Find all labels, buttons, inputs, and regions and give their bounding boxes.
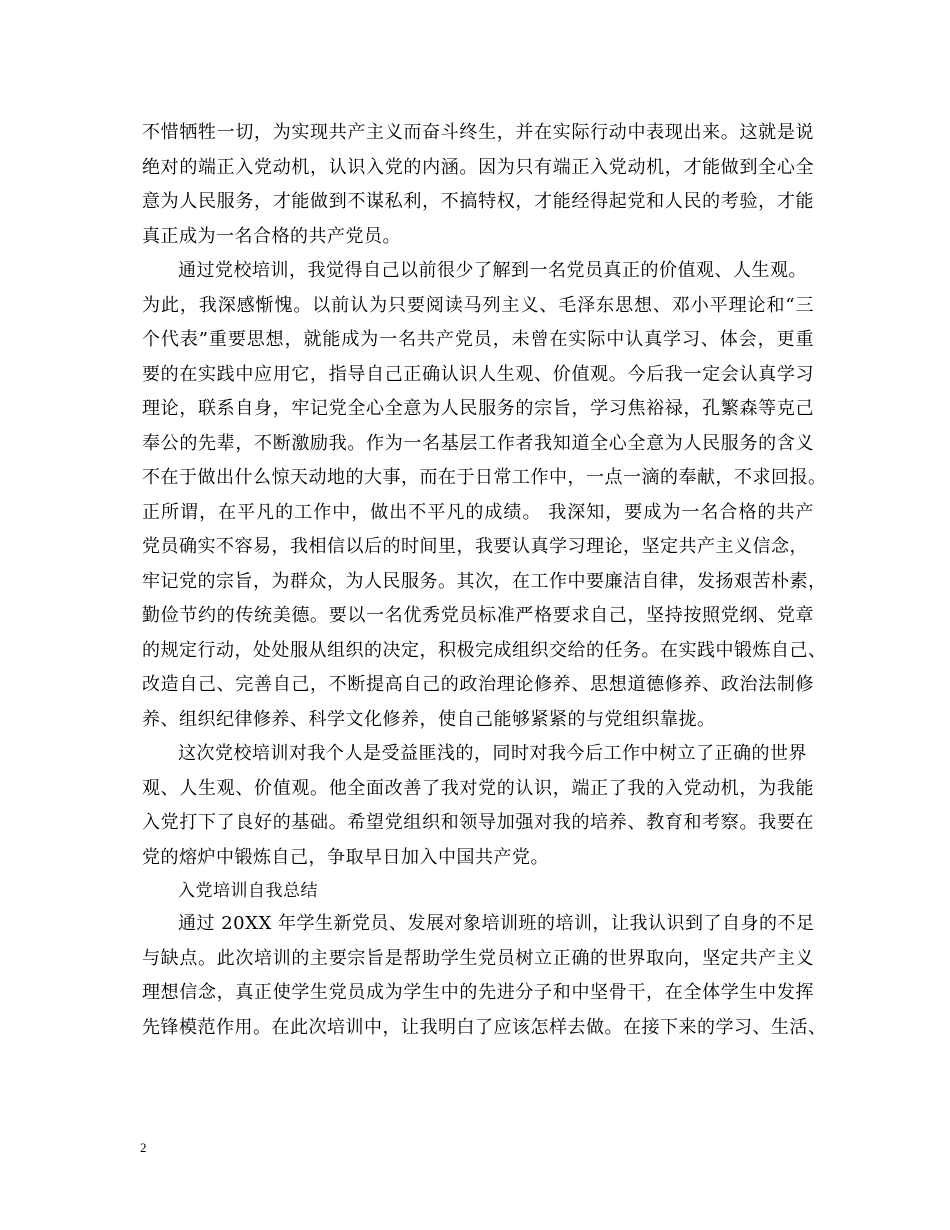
- paragraph-2-line-9: 党员确实不容易，我相信以后的时间里，我要认真学习理论，坚定共产主义信念，: [142, 536, 808, 557]
- paragraph-2-line-6: 奉公的先辈，不断激励我。作为一名基层工作者我知道全心全意为人民服务的含义: [142, 432, 814, 454]
- page-number: 2: [140, 1140, 147, 1155]
- paragraph-1-line-4: 真正成为一名合格的共产党员。: [142, 225, 401, 247]
- paragraph-3-line-2: 观、人生观、价值观。他全面改善了我对党的认识，端正了我的入党动机，为我能: [142, 777, 814, 799]
- paragraph-2-line-4: 要的在实践中应用它，指导自己正确认识人生观、价值观。今后我一定会认真学习: [142, 363, 814, 385]
- paragraph-2-line-11: 勤俭节约的传统美德。要以一名优秀党员标准严格要求自己，坚持按照党纲、党章: [142, 605, 814, 626]
- paragraph-1-line-3: 意为人民服务，才能做到不谋私利，不搞特权，才能经得起党和人民的考验，才能: [142, 191, 814, 212]
- paragraph-2-line-8: 正所谓，在平凡的工作中，做出不平凡的成绩。 我深知，要成为一名合格的共产: [142, 501, 814, 523]
- paragraph-2-line-2: 为此，我深感惭愧。以前认为只要阅读马列主义、毛泽东思想、邓小平理论和“三: [142, 294, 814, 316]
- paragraph-2-line-10: 牢记党的宗旨，为群众，为人民服务。其次，在工作中要廉洁自律，发扬艰苦朴素，: [142, 570, 827, 592]
- paragraph-4-line-2: 与缺点。此次培训的主要宗旨是帮助学生党员树立正确的世界取向，坚定共产主义: [142, 947, 814, 969]
- paragraph-3-line-3: 入党打下了良好的基础。希望党组织和领导加强对我的培养、教育和考察。我要在: [142, 812, 814, 833]
- paragraph-2-line-7: 不在于做出什么惊天动地的大事，而在于日常工作中，一点一滴的奉献，不求回报。: [142, 467, 827, 488]
- paragraph-1-line-1: 不惜牺牲一切，为实现共产主义而奋斗终生，并在实际行动中表现出来。这就是说: [142, 122, 814, 143]
- paragraph-4-line-3: 理想信念，真正使学生党员成为学生中的先进分子和中坚骨干，在全体学生中发挥: [142, 982, 814, 1003]
- paragraph-2-line-14: 养、组织纪律修养、科学文化修养，使自己能够紧紧的与党组织靠拢。: [142, 708, 716, 730]
- document-body: [142, 116, 827, 1045]
- paragraph-4-line-4: 先锋模范作用。在此次培训中，让我明白了应该怎样去做。在接下来的学习、生活、: [142, 1016, 827, 1038]
- paragraph-2-line-13: 改造自己、完善自己，不断提高自己的政治理论修养、思想道德修养、政治法制修: [142, 674, 814, 695]
- paragraph-2-line-1: 通过党校培训，我觉得自己以前很少了解到一名党员真正的价值观、人生观。: [178, 260, 807, 281]
- paragraph-4-line-1: 通过 20XX 年学生新党员、发展对象培训班的培训，让我认识到了自身的不足: [178, 913, 815, 934]
- paragraph-2-line-12: 的规定行动，处处服从组织的决定，积极完成组织交给的任务。在实践中锻炼自己、: [142, 639, 827, 661]
- paragraph-1-line-2: 绝对的端正入党动机，认识入党的内涵。因为只有端正入党动机，才能做到全心全: [142, 156, 814, 178]
- paragraph-3-line-1: 这次党校培训对我个人是受益匪浅的，同时对我今后工作中树立了正确的世界: [178, 743, 807, 764]
- paragraph-3-line-4: 党的熔炉中锻炼自己，争取早日加入中国共产党。: [142, 846, 549, 868]
- paragraph-2-line-5: 理论，联系自身，牢记党全心全意为人民服务的宗旨，学习焦裕禄，孔繁森等克己: [142, 398, 814, 419]
- paragraph-2-line-3: 个代表”重要思想，就能成为一名共产党员，未曾在实际中认真学习、体会，更重: [142, 329, 814, 350]
- section-heading: 入党培训自我总结: [178, 881, 318, 901]
